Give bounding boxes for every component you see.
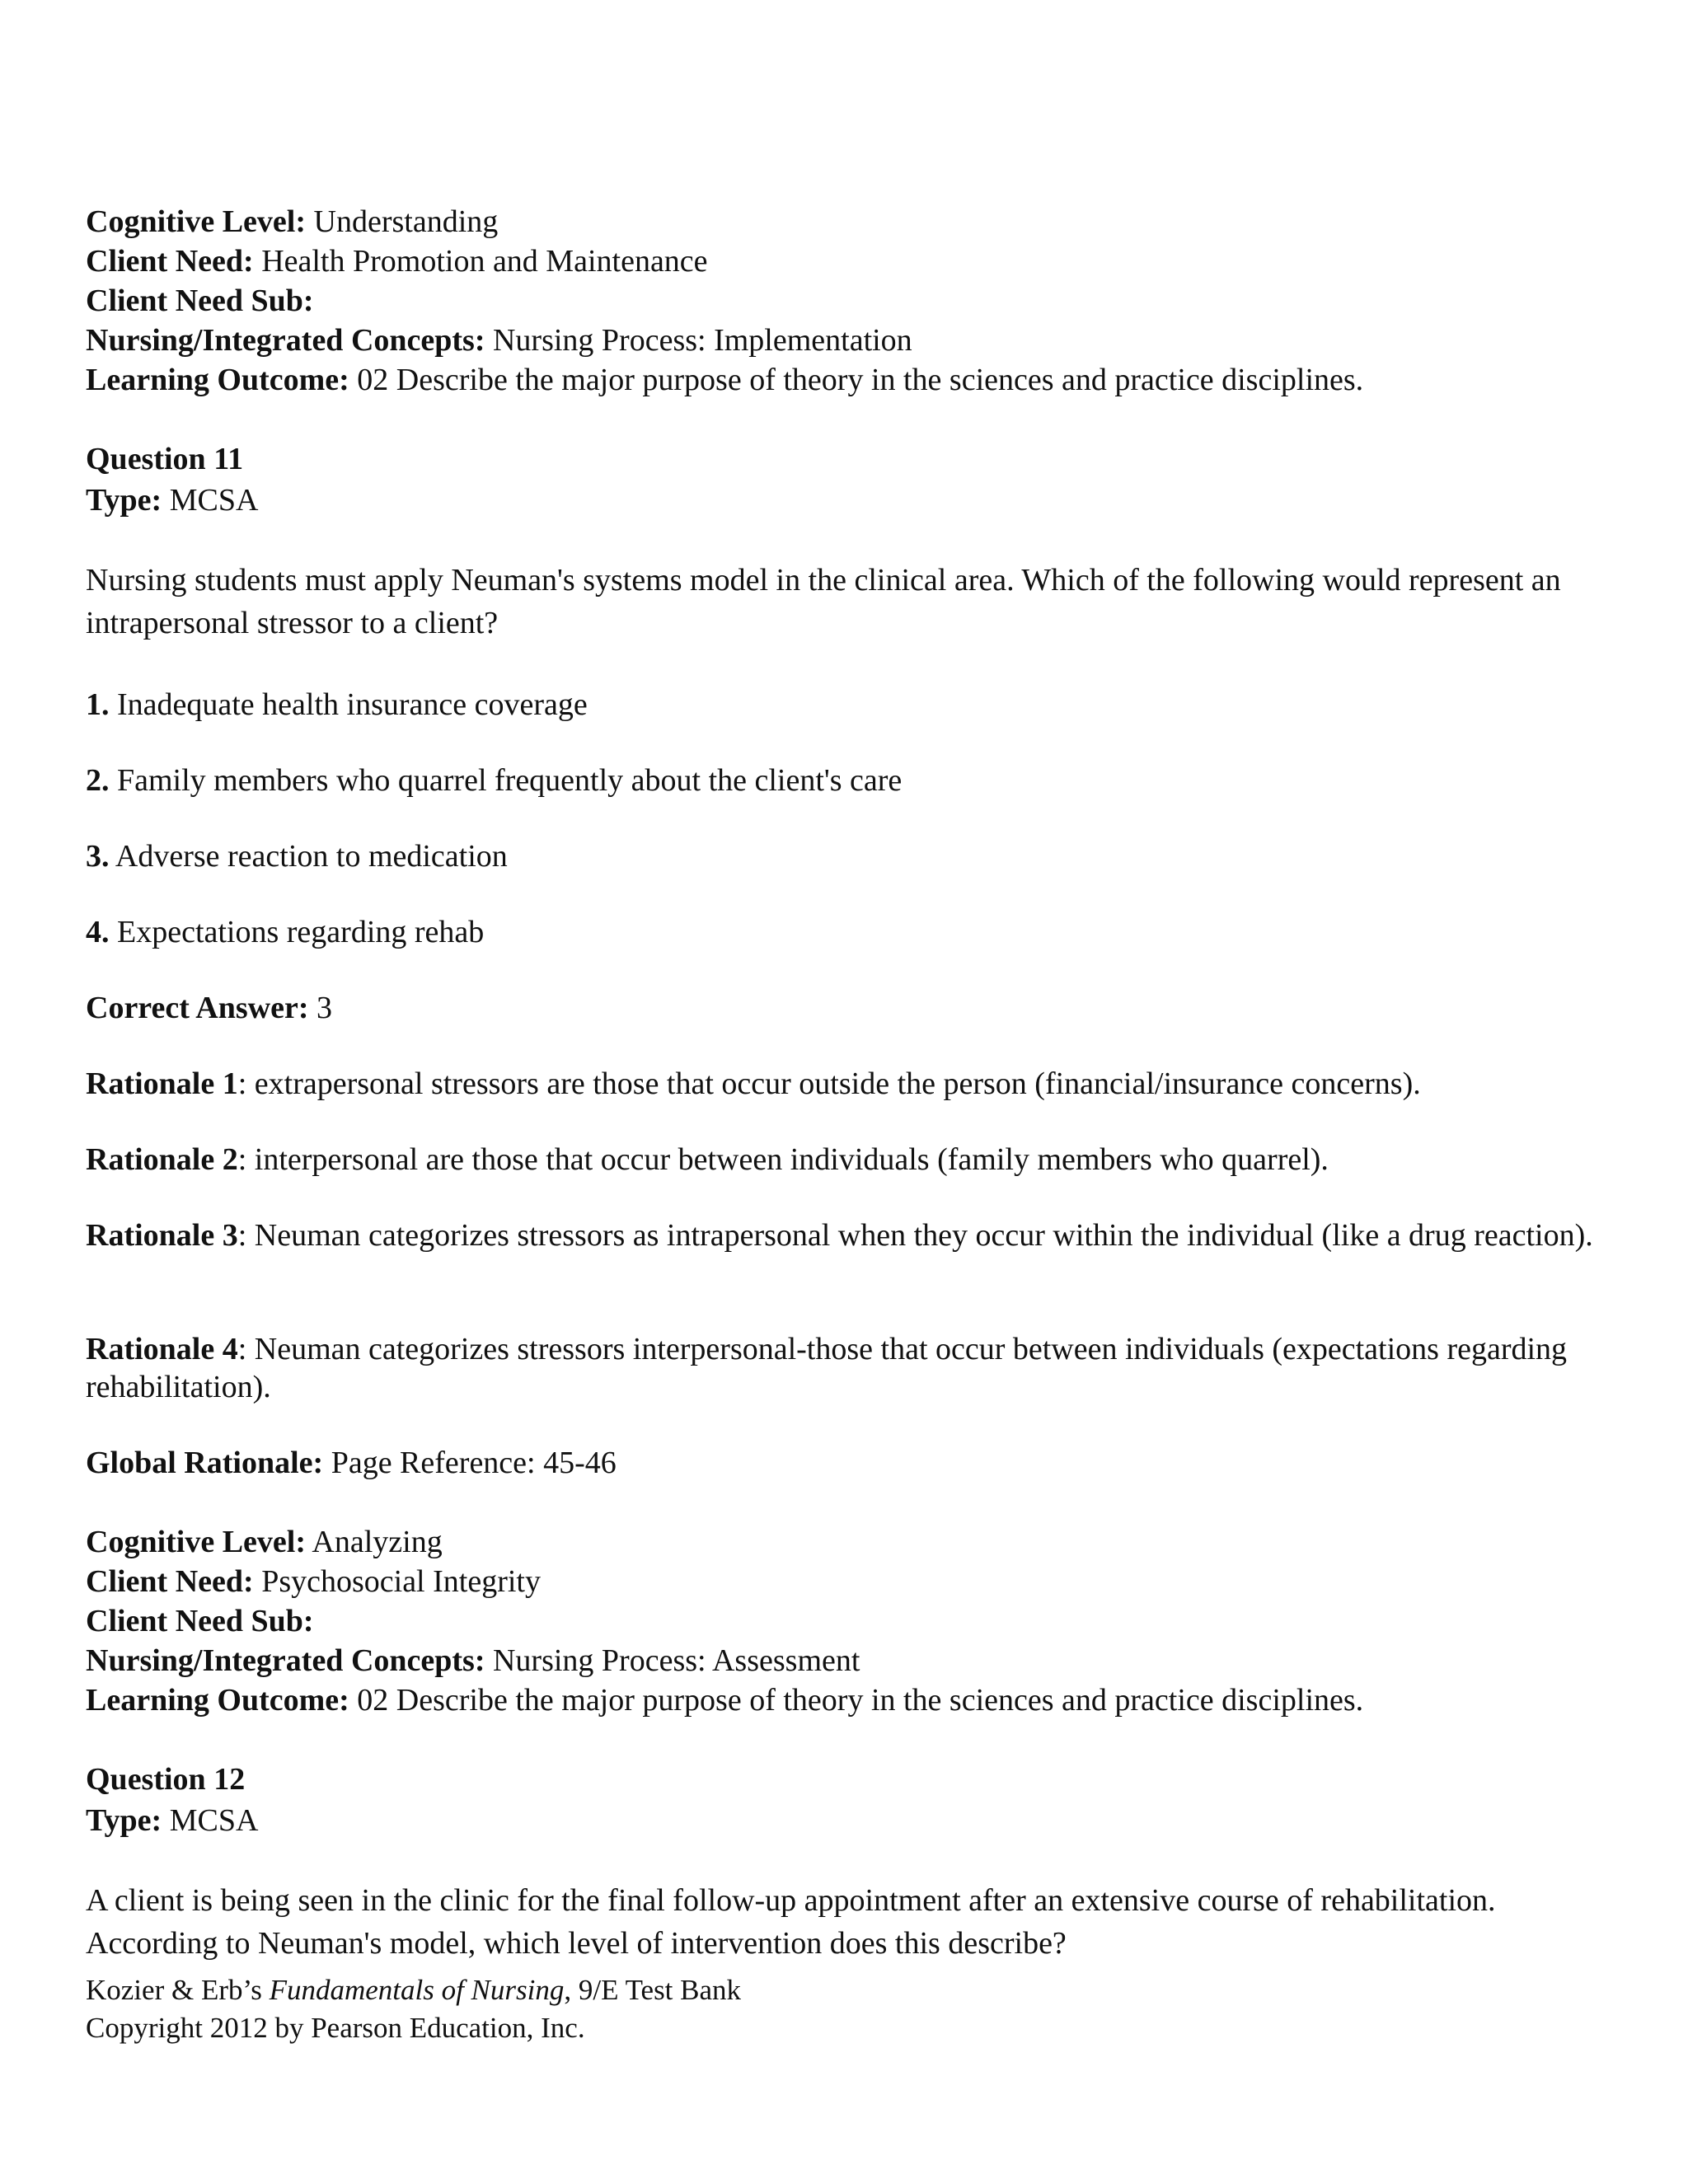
concepts-2: Nursing/Integrated Concepts: Nursing Process: Assessment bbox=[86, 1643, 860, 1678]
question-12-title: Question 12 bbox=[86, 1762, 246, 1797]
correct-answer: Correct Answer: 3 bbox=[86, 991, 332, 1025]
question-11-stem: Nursing students must apply Neuman's systems model in the clinical area. Which of the following would represent an intrapersonal stressor to a client? bbox=[86, 563, 1561, 640]
question-12-type: Type: MCSA bbox=[86, 1803, 259, 1838]
cognitive-level-2: Cognitive Level: Analyzing bbox=[86, 1525, 443, 1559]
option-2: 2. Family members who quarrel frequently about the client's care bbox=[86, 763, 903, 798]
rationale-2: Rationale 2: interpersonal are those that occur between individuals (family members who quarrel). bbox=[86, 1142, 1329, 1177]
global-rationale: Global Rationale: Page Reference: 45-46 bbox=[86, 1446, 617, 1480]
cognitive-level-1: Cognitive Level: Understanding bbox=[86, 204, 499, 239]
client-need-sub-1: Client Need Sub: bbox=[86, 284, 314, 318]
client-need-sub-2: Client Need Sub: bbox=[86, 1604, 314, 1638]
client-need-1: Client Need: Health Promotion and Maintenance bbox=[86, 244, 708, 279]
footer-copyright: Copyright 2012 by Pearson Education, Inc. bbox=[86, 2012, 585, 2044]
option-4: 4. Expectations regarding rehab bbox=[86, 915, 485, 949]
learning-outcome-2: Learning Outcome: 02 Describe the major purpose of theory in the sciences and practice disciplines. bbox=[86, 1683, 1364, 1718]
question-11-type: Type: MCSA bbox=[86, 483, 259, 518]
document-page bbox=[86, 0, 1602, 2184]
rationale-3: Rationale 3: Neuman categorizes stressors as intrapersonal when they occur within the individual (like a drug reaction). bbox=[86, 1218, 1593, 1253]
question-11-title: Question 11 bbox=[86, 442, 244, 476]
rationale-4: Rationale 4: Neuman categorizes stressors interpersonal-those that occur between individuals (expectations regarding rehabilitation). bbox=[86, 1332, 1568, 1404]
learning-outcome-1: Learning Outcome: 02 Describe the major purpose of theory in the sciences and practice disciplines. bbox=[86, 363, 1364, 397]
question-12-stem: A client is being seen in the clinic for the final follow-up appointment after an extensive course of rehabilitation. According to Neuman's model, which level of intervention does this describe? bbox=[86, 1883, 1496, 1961]
rationale-1: Rationale 1: extrapersonal stressors are those that occur outside the person (financial/insurance concerns). bbox=[86, 1066, 1421, 1101]
concepts-1: Nursing/Integrated Concepts: Nursing Process: Implementation bbox=[86, 323, 912, 358]
option-1: 1. Inadequate health insurance coverage bbox=[86, 687, 588, 722]
client-need-2: Client Need: Psychosocial Integrity bbox=[86, 1564, 541, 1599]
option-3: 3. Adverse reaction to medication bbox=[86, 839, 508, 874]
footer-book-title: Kozier & Erb’s Fundamentals of Nursing, 9/E Test Bank bbox=[86, 1974, 742, 2006]
